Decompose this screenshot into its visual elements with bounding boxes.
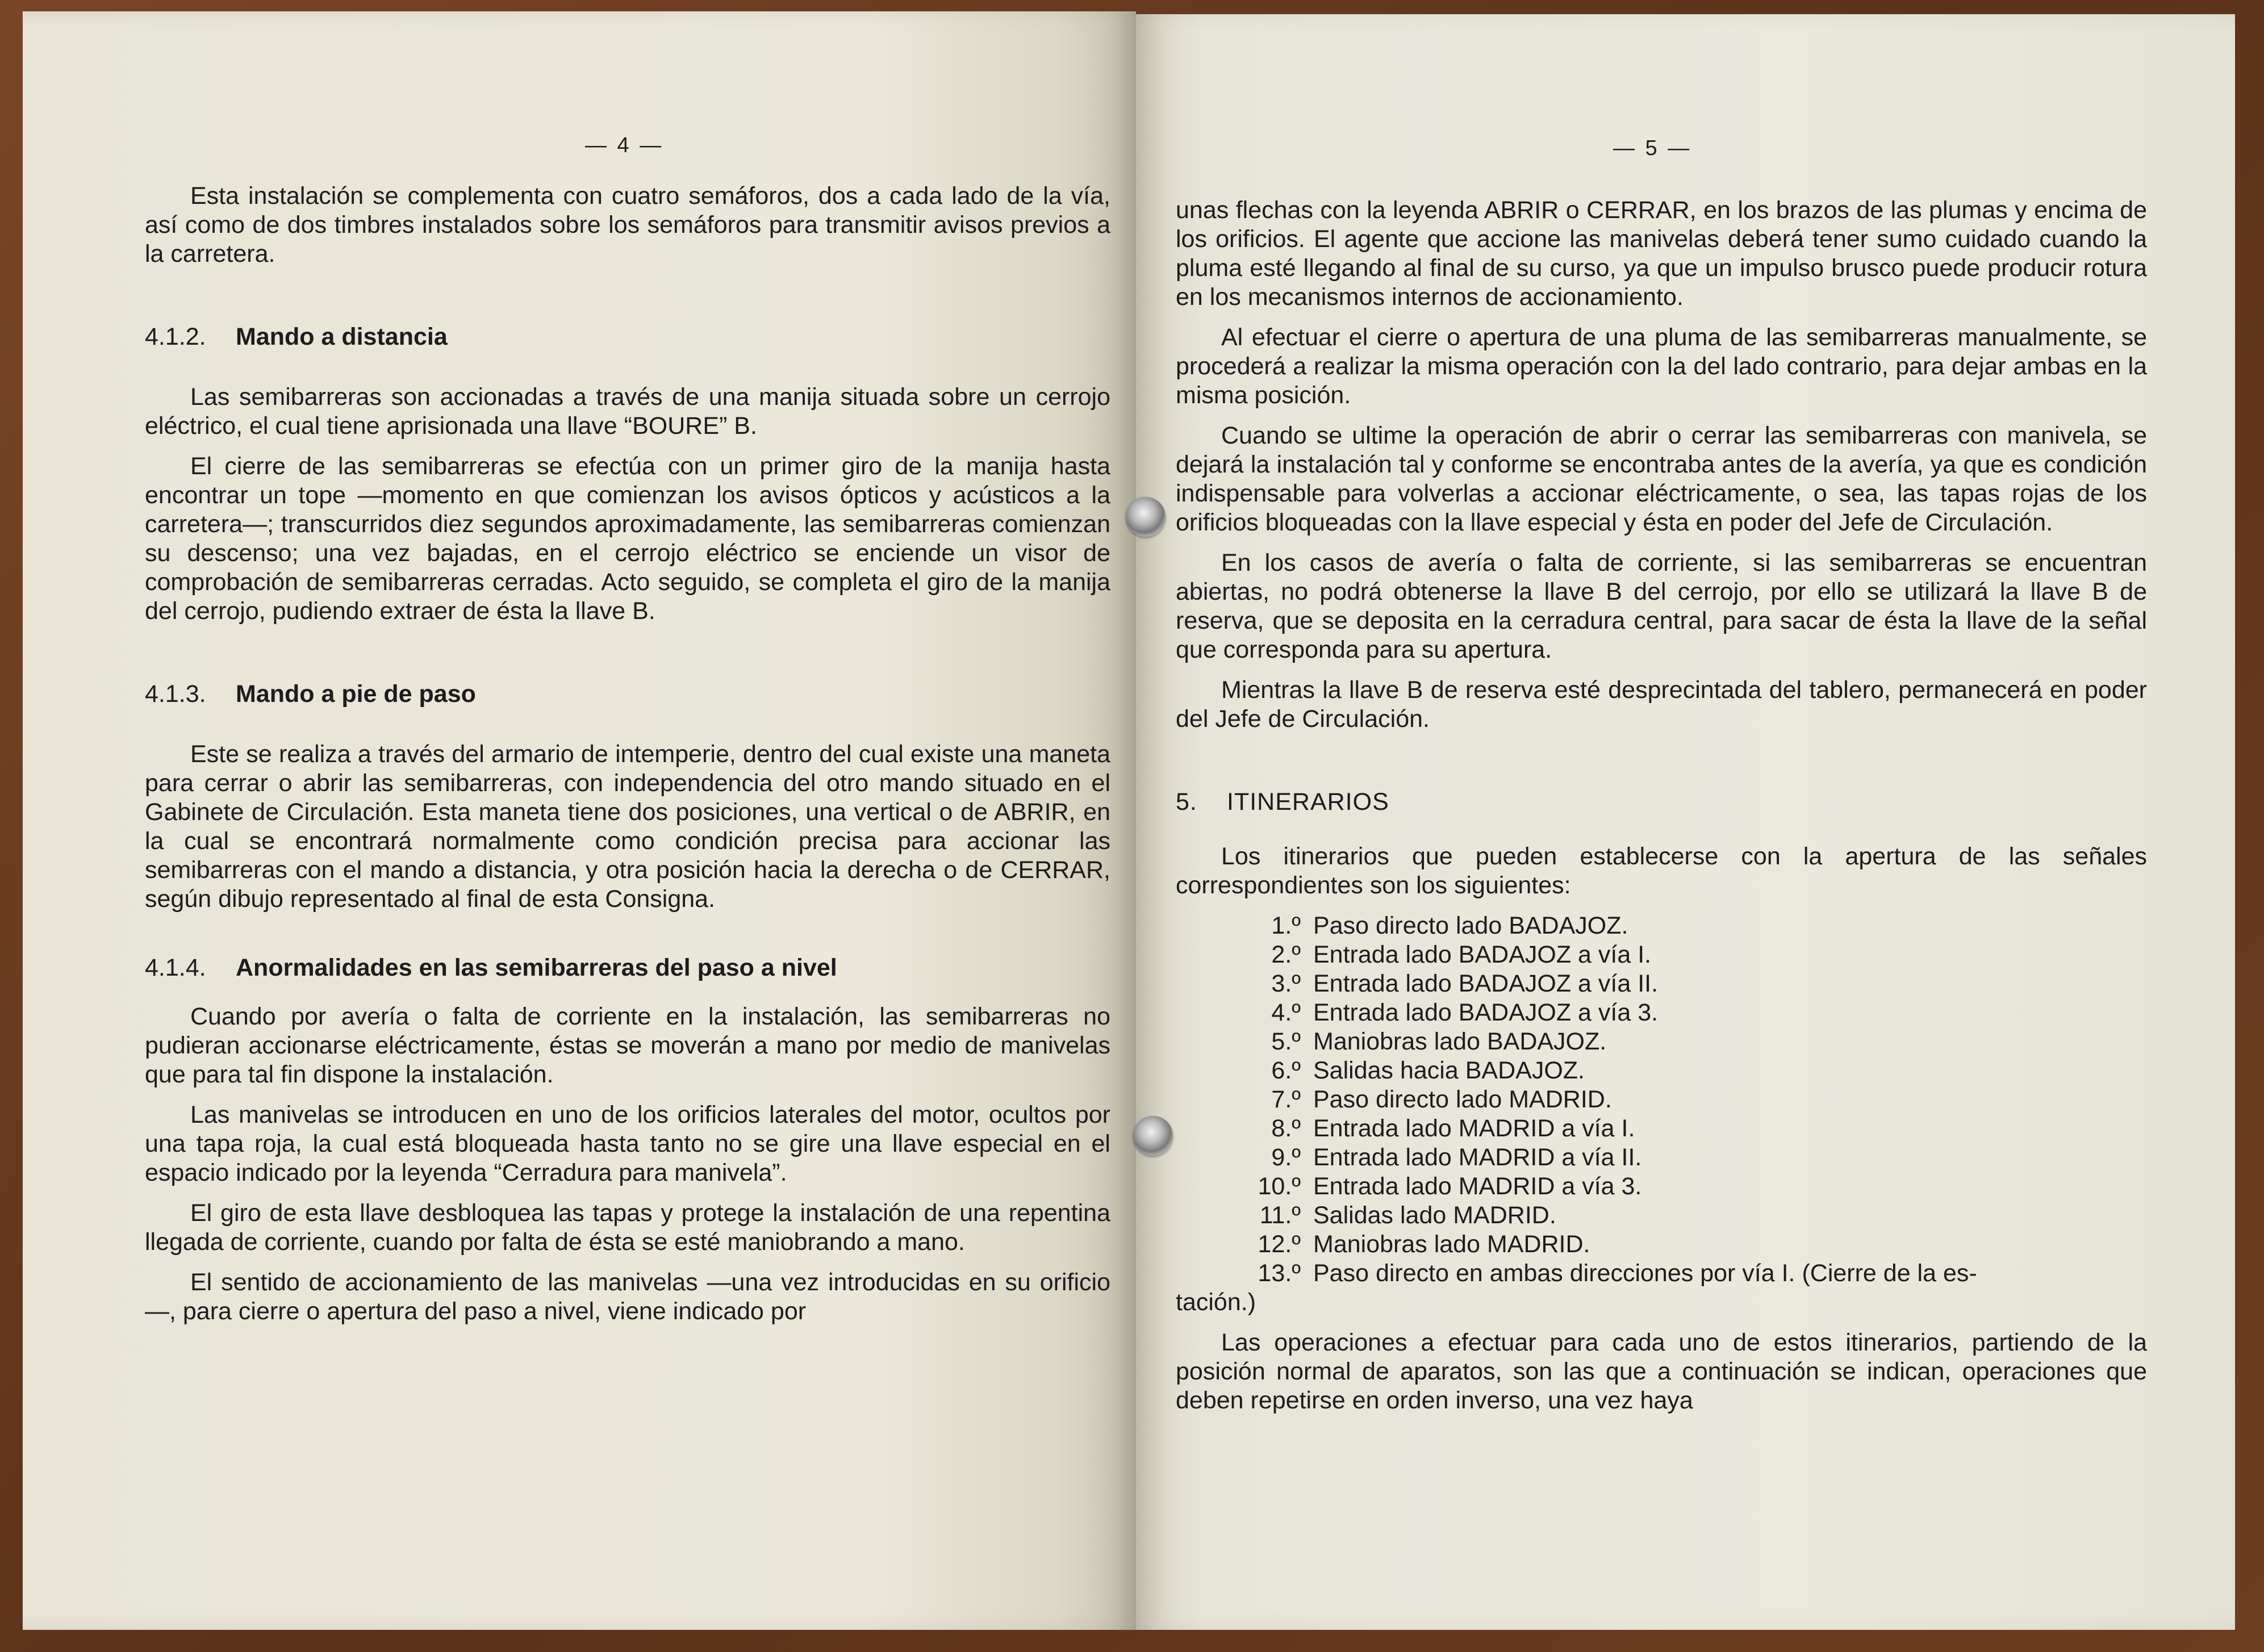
list-item: [1176, 1056, 2147, 1085]
itinerary-intro: Los itinerarios que pueden establecerse con la apertura de las señales correspondientes son los siguientes:: [1176, 843, 2147, 899]
list-item: [1176, 1143, 2147, 1172]
item-number: 5.º: [1271, 1028, 1301, 1055]
item-number: 2.º: [1271, 941, 1301, 968]
item-13-continuation: tación.): [1176, 1289, 1256, 1316]
section-title: Mando a pie de paso: [236, 680, 476, 708]
section-title: Mando a distancia: [236, 323, 448, 350]
paragraph: Mientras la llave B de reserva esté desprecintada del tablero, permanecerá en poder del Jefe de Circulación.: [1176, 676, 2147, 733]
item-text: Entrada lado BADAJOZ a vía I.: [1313, 941, 1652, 968]
item-number: 8.º: [1271, 1115, 1301, 1142]
item-number: 13.º: [1258, 1260, 1301, 1287]
list-item: [1176, 911, 2147, 940]
list-item: [1176, 1172, 2147, 1201]
page-number-left: — 4 —: [585, 133, 664, 157]
section-number: 4.1.4.: [145, 954, 206, 981]
section-number: 4.1.2.: [145, 323, 206, 350]
section-heading-4-1-3: [145, 680, 1110, 709]
item-text: Salidas hacia BADAJOZ.: [1313, 1057, 1585, 1084]
section-heading-4-1-2: [145, 323, 1110, 352]
itinerary-list: [1176, 911, 2147, 1288]
item-text: Entrada lado BADAJOZ a vía 3.: [1313, 999, 1659, 1026]
paragraph: El cierre de las semibarreras se efectúa con un primer giro de la manija hasta encontrar un tope —momento en que comienzan los avisos ópticos y acústicos a la carretera—; transcurridos diez segundos aproximadamente, las semibarreras comienzan su descenso; una vez bajadas, en el cerrojo eléctrico se enciende un visor de comprobación de semibarreras cerradas. Acto seguido, se completa el giro de la manija del cerrojo, pudiendo extraer de ésta la llave B.: [145, 453, 1110, 625]
item-number: 6.º: [1271, 1057, 1301, 1084]
list-item: [1176, 998, 2147, 1027]
section-title: ITINERARIOS: [1227, 788, 1389, 815]
list-item: [1176, 940, 2147, 969]
list-item: [1176, 1230, 2147, 1259]
paragraph: El giro de esta llave desbloquea las tapas y protege la instalación de una repentina llegada de corriente, cuando por falta de ésta se esté maniobrando a mano.: [145, 1199, 1110, 1256]
right-page-content: [1176, 196, 2147, 1427]
staple-icon: [1126, 497, 1166, 537]
item-text: Entrada lado MADRID a vía 3.: [1313, 1173, 1642, 1200]
left-page: [23, 11, 1136, 1630]
staple-icon: [1133, 1116, 1173, 1156]
item-number: 12.º: [1258, 1231, 1301, 1258]
item-number: 9.º: [1271, 1144, 1301, 1171]
item-text: Paso directo lado MADRID.: [1313, 1086, 1612, 1113]
paragraph: Cuando se ultime la operación de abrir o cerrar las semibarreras con manivela, se dejará la instalación tal y conforme se encontraba antes de la avería, ya que es condición indispensable para volverlas a accionar eléctricamente, o sea, las tapas rojas de los orificios bloqueadas con la llave especial y ésta en poder del Jefe de Circulación.: [1176, 422, 2147, 536]
paragraph: El sentido de accionamiento de las manivelas —una vez introducidas en su orificio—, para cierre o apertura del paso a nivel, viene indicado por: [145, 1269, 1110, 1325]
item-number: 1.º: [1271, 912, 1301, 939]
item-number: 7.º: [1271, 1086, 1301, 1113]
list-item: [1176, 1259, 2147, 1288]
paragraph: Este se realiza a través del armario de intemperie, dentro del cual existe una maneta para cerrar o abrir las semibarreras, con independencia del otro mando situado en el Gabinete de Circulación. Esta maneta tiene dos posiciones, una vertical o de ABRIR, en la cual se encontrará normalmente como condición precisa para accionar las semibarreras con el mando a distancia, y otra posición hacia la derecha o de CERRAR, según dibujo representado al final de esta Consigna.: [145, 741, 1110, 913]
item-text: Salidas lado MADRID.: [1313, 1202, 1556, 1229]
section-heading-4-1-4: [145, 953, 1110, 982]
section-number: 4.1.3.: [145, 680, 206, 708]
paragraph: Al efectuar el cierre o apertura de una pluma de las semibarreras manualmente, se procederá a realizar la misma operación con la del lado contrario, para dejar ambas en la misma posición.: [1176, 324, 2147, 409]
list-item: [1176, 1114, 2147, 1143]
list-item: [1176, 1085, 2147, 1114]
left-page-content: [145, 182, 1110, 1337]
item-text: Paso directo en ambas direcciones por vía I. (Cierre de la es-: [1313, 1260, 1977, 1287]
item-number: 3.º: [1271, 970, 1301, 997]
page-number-right: — 5 —: [1613, 136, 1692, 160]
item-text: Entrada lado MADRID a vía II.: [1313, 1144, 1642, 1171]
continuation-paragraph: unas flechas con la leyenda ABRIR o CERRAR, en los brazos de las plumas y encima de los orificios. El agente que accione las manivelas deberá tener sumo cuidado cuando la pluma esté llegando al final de su curso, ya que un impulso brusco puede producir rotura en los mecanismos internos de accionamiento.: [1176, 196, 2147, 311]
closing-paragraph: Las operaciones a efectuar para cada uno de estos itinerarios, partiendo de la posición normal de aparatos, son las que a continuación se indican, operaciones que deben repetirse en orden inverso, una vez haya: [1176, 1329, 2147, 1414]
item-number: 4.º: [1271, 999, 1301, 1026]
section-number: 5.: [1176, 788, 1197, 815]
list-item: [1176, 1027, 2147, 1056]
paragraph: Las manivelas se introducen en uno de los orificios laterales del motor, ocultos por una tapa roja, la cual está bloqueada hasta tanto no se gire una llave especial en el espacio indicado por la leyenda “Cerradura para manivela”.: [145, 1101, 1110, 1186]
item-text: Entrada lado MADRID a vía I.: [1313, 1115, 1635, 1142]
item-text: Maniobras lado BADAJOZ.: [1313, 1028, 1607, 1055]
section-title: Anormalidades en las semibarreras del paso a nivel: [236, 954, 837, 981]
item-number: 11.º: [1259, 1202, 1301, 1229]
right-page: [1136, 14, 2235, 1630]
list-item: [1176, 1201, 2147, 1230]
paragraph: Las semibarreras son accionadas a través de una manija situada sobre un cerrojo eléctrico, el cual tiene aprisionada una llave “BOURE” B.: [145, 383, 1110, 440]
paragraph: Cuando por avería o falta de corriente en la instalación, las semibarreras no pudieran accionarse eléctricamente, éstas se moverán a mano por medio de manivelas que para tal fin dispone la instalación.: [145, 1003, 1110, 1088]
list-item: [1176, 969, 2147, 998]
section-heading-5: [1176, 788, 2147, 817]
intro-paragraph: Esta instalación se complementa con cuatro semáforos, dos a cada lado de la vía, así como de dos timbres instalados sobre los semáforos para transmitir avisos previos a la carretera.: [145, 182, 1110, 267]
item-number: 10.º: [1258, 1173, 1301, 1200]
paragraph: En los casos de avería o falta de corriente, si las semibarreras se encuentran abiertas, no podrá obtenerse la llave B del cerrojo, por ello se utilizará la llave B de reserva, que se deposita en la cerradura central, para sacar de ésta la llave de la señal que corresponda para su apertura.: [1176, 549, 2147, 663]
item-text: Entrada lado BADAJOZ a vía II.: [1313, 970, 1659, 997]
item-text: Maniobras lado MADRID.: [1313, 1231, 1590, 1258]
item-text: Paso directo lado BADAJOZ.: [1313, 912, 1628, 939]
